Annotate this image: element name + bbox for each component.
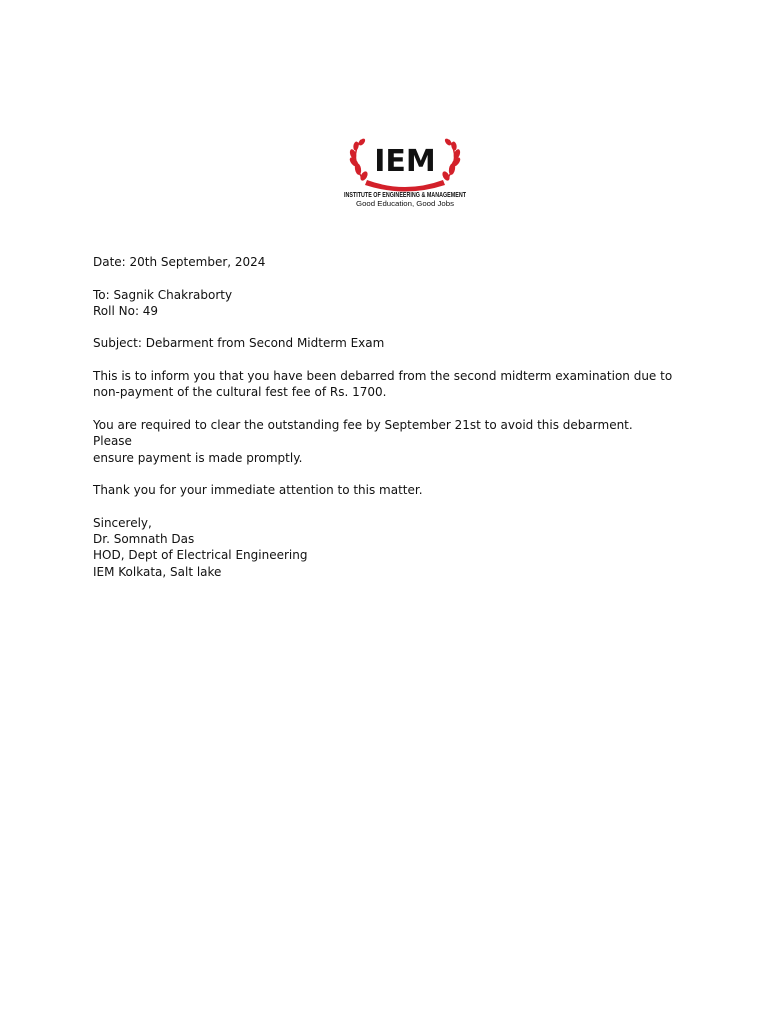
iem-logo xyxy=(341,136,469,210)
recipient-block xyxy=(93,287,673,320)
paragraph-1-line-1: This is to inform you that you have been debarred from the second midterm examination due to xyxy=(93,369,673,384)
signatory-title: HOD, Dept of Electrical Engineering xyxy=(93,548,308,563)
recipient-name: To: Sagnik Chakraborty xyxy=(93,287,233,302)
signatory-name: Dr. Somnath Das xyxy=(93,532,195,547)
iem-logo-graphic xyxy=(341,136,469,210)
paragraph-1 xyxy=(93,368,673,401)
laurel-right-icon xyxy=(441,137,462,181)
paragraph-2 xyxy=(93,417,673,466)
signature-block xyxy=(93,515,673,580)
letter-date xyxy=(93,254,673,270)
signatory-org: IEM Kolkata, Salt lake xyxy=(93,564,222,579)
thanks-paragraph xyxy=(93,482,673,498)
paragraph-1-line-2: non-payment of the cultural fest fee of Rs. 1700. xyxy=(93,385,387,400)
letter-body xyxy=(93,254,673,596)
date-line: Date: 20th September, 2024 xyxy=(93,255,266,269)
logo-wordmark: IEM xyxy=(374,144,436,179)
paragraph-2-line-2: ensure payment is made promptly. xyxy=(93,450,303,465)
logo-tagline: Good Education, Good Jobs xyxy=(356,199,455,208)
paragraph-2-line-1: You are required to clear the outstanding fee by September 21st to avoid this debarment. Please xyxy=(93,417,633,449)
logo-motto: असतो मा सद्गमय xyxy=(391,182,419,187)
closing-line: Sincerely, xyxy=(93,515,152,530)
subject-line: Subject: Debarment from Second Midterm Exam xyxy=(93,336,385,351)
recipient-roll: Roll No: 49 xyxy=(93,303,159,318)
logo-institute-name: INSTITUTE OF ENGINEERING & MANAGEMENT xyxy=(344,190,467,199)
thanks-line: Thank you for your immediate attention to this matter. xyxy=(93,483,423,498)
letter-subject xyxy=(93,335,673,351)
laurel-left-icon xyxy=(348,137,369,181)
